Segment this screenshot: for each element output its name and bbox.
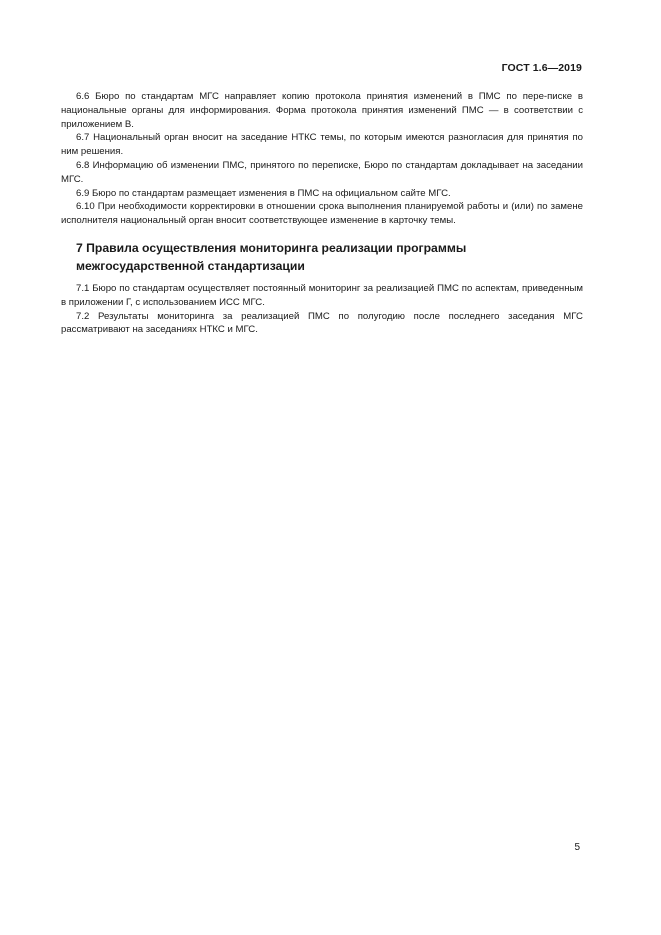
paragraph-6-6: 6.6 Бюро по стандартам МГС направляет копию протокола принятия изменений в ПМС по пере-писке в национальные органы для информирования. Форма протокола принятия изменений ПМС — в соответствии с приложением В. bbox=[61, 91, 583, 130]
paragraph-7-2: 7.2 Результаты мониторинга за реализацией ПМС по полугодию после последнего заседания МГС рассматривают на заседаниях НТКС и МГС. bbox=[61, 310, 583, 336]
paragraph-6-9: 6.9 Бюро по стандартам размещает изменения в ПМС на официальном сайте МГС. bbox=[76, 187, 451, 199]
paragraph-6-8: 6.8 Информацию об изменении ПМС, принятого по переписке, Бюро по стандартам докладывает на заседании МГС. bbox=[61, 159, 583, 185]
section-6-body bbox=[61, 90, 583, 228]
document-code: ГОСТ 1.6—2019 bbox=[501, 62, 582, 74]
section-7-body bbox=[61, 282, 583, 337]
section-7-heading: 7 Правила осуществления мониторинга реализации программы межгосударственной стандартизации bbox=[76, 241, 467, 273]
paragraph-7-1: 7.1 Бюро по стандартам осуществляет постоянный мониторинг за реализацией ПМС по аспектам, приведенным в приложении Г, с использованием ИСС МГС. bbox=[61, 283, 583, 308]
page-number: 5 bbox=[574, 842, 580, 853]
paragraph-6-7: 6.7 Национальный орган вносит на заседание НТКС темы, по которым имеются разногласия для принятия по ним решения. bbox=[61, 132, 583, 158]
paragraph-6-10: 6.10 При необходимости корректировки в отношении срока выполнения планируемой работы и (или) по замене исполнителя национальный орган вносит соответствующее изменение в карточку темы. bbox=[61, 201, 583, 227]
